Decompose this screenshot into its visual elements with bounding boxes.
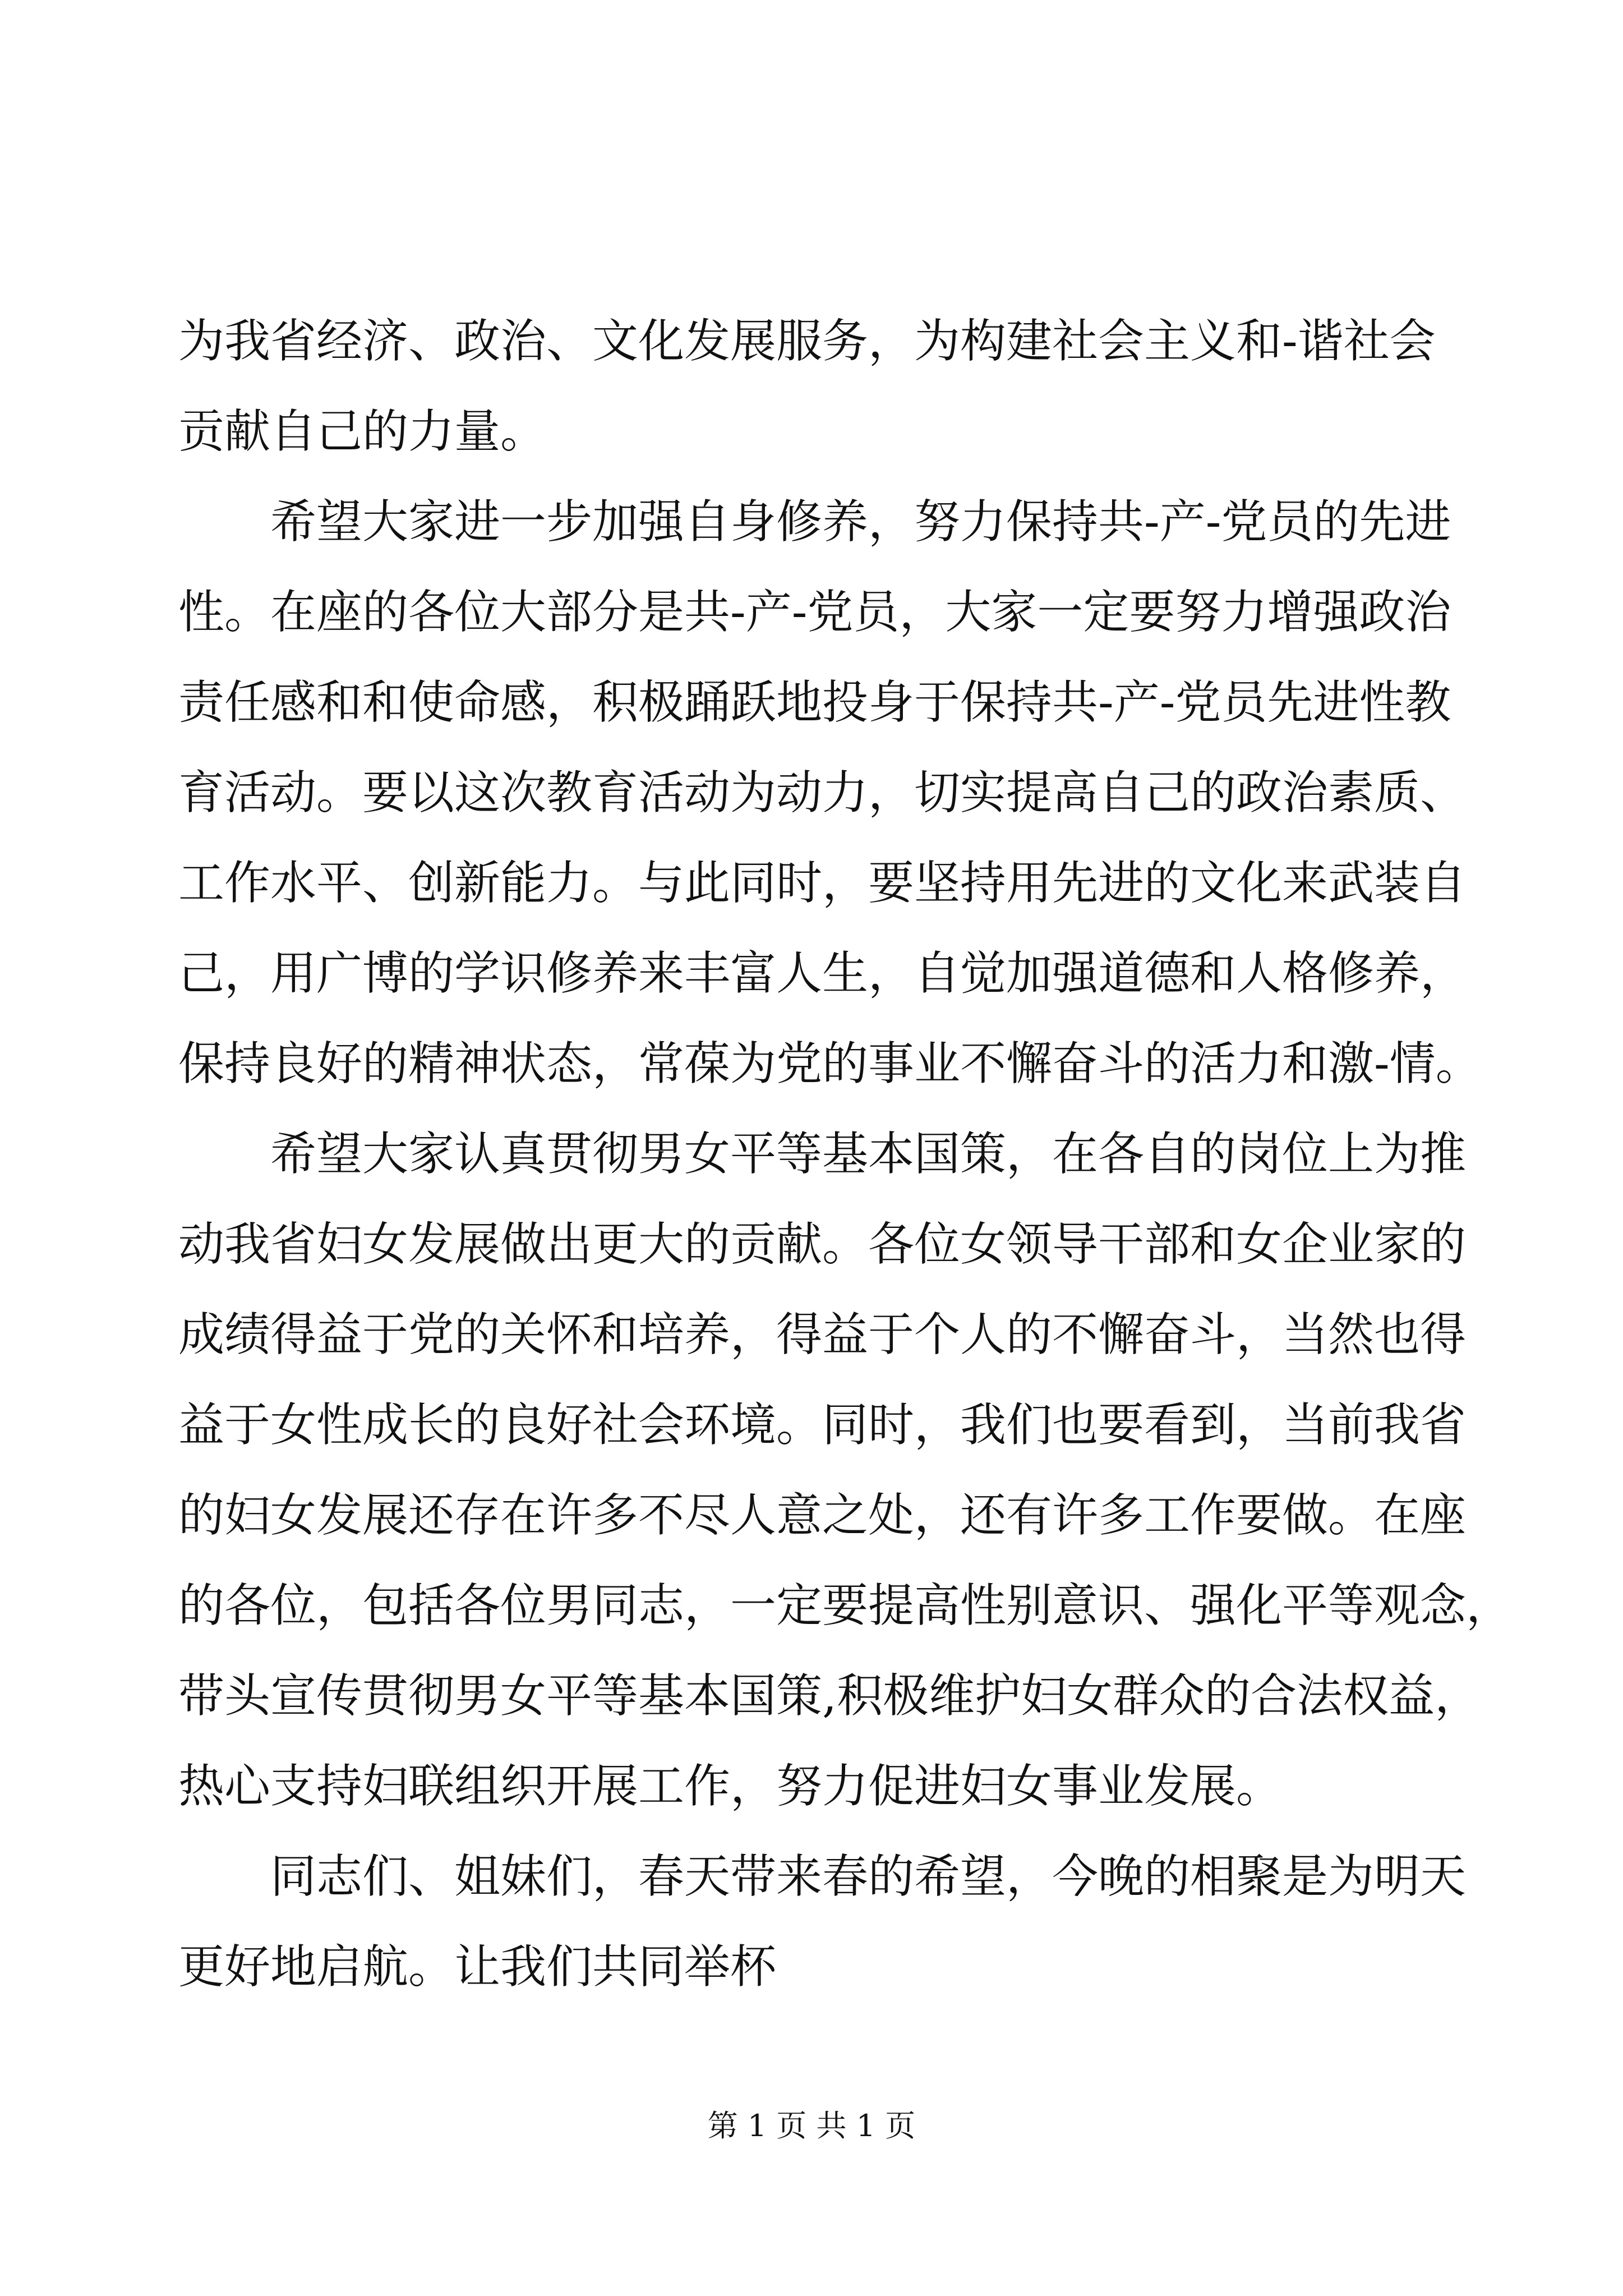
document-body xyxy=(178,296,1513,2012)
paragraph-line: 更好地启航。让我们共同举杯 xyxy=(178,1940,777,1994)
paragraph-line: 希望大家认真贯彻男女平等基本国策，在各自的岗位上为推 xyxy=(270,1128,1467,1181)
paragraph-line: 为我省经济、政治、文化发展服务，为构建社会主义和-谐社会 xyxy=(178,315,1436,368)
paragraph-line: 保持良好的精神状态，常葆为党的事业不懈奋斗的活力和激-情。 xyxy=(178,1037,1482,1091)
paragraph-1 xyxy=(178,296,1446,477)
page-number-footer: 第 1 页 共 1 页 xyxy=(707,2108,916,2143)
paragraph-line: 动我省妇女发展做出更大的贡献。各位女领导干部和女企业家的 xyxy=(178,1218,1467,1271)
paragraph-line: 带头宣传贯彻男女平等基本国策,积极维护妇女群众的合法权益， xyxy=(178,1669,1481,1723)
paragraph-line: 贡献自己的力量。 xyxy=(178,405,547,458)
paragraph-line: 工作水平、创新能力。与此同时，要坚持用先进的文化来武装自 xyxy=(178,857,1467,910)
paragraph-line: 同志们、姐妹们，春天带来春的希望，今晚的相聚是为明天 xyxy=(270,1850,1467,1903)
paragraph-line: 性。在座的各位大部分是共-产-党员，大家一定要努力增强政治 xyxy=(178,586,1451,639)
paragraph-line: 益于女性成长的良好社会环境。同时，我们也要看到，当前我省 xyxy=(178,1398,1467,1452)
paragraph-line: 责任感和和使命感，积极踊跃地投身于保持共-产-党员先进性教 xyxy=(178,676,1451,729)
paragraph-line: 希望大家进一步加强自身修养，努力保持共-产-党员的先进 xyxy=(270,495,1451,549)
paragraph-line: 己，用广博的学识修养来丰富人生，自觉加强道德和人格修养， xyxy=(178,947,1467,1000)
paragraph-line: 育活动。要以这次教育活动为动力，切实提高自己的政治素质、 xyxy=(178,766,1467,820)
paragraph-3 xyxy=(178,1109,1513,1832)
paragraph-4 xyxy=(178,1832,1467,2012)
paragraph-line: 热心支持妇联组织开展工作，努力促进妇女事业发展。 xyxy=(178,1760,1283,1813)
paragraph-2 xyxy=(178,477,1482,1109)
paragraph-line: 的妇女发展还存在许多不尽人意之处，还有许多工作要做。在座 xyxy=(178,1489,1467,1542)
paragraph-line: 的各位，包括各位男同志，一定要提高性别意识、强化平等观念， xyxy=(178,1579,1513,1632)
paragraph-line: 成绩得益于党的关怀和培养，得益于个人的不懈奋斗，当然也得 xyxy=(178,1308,1467,1361)
